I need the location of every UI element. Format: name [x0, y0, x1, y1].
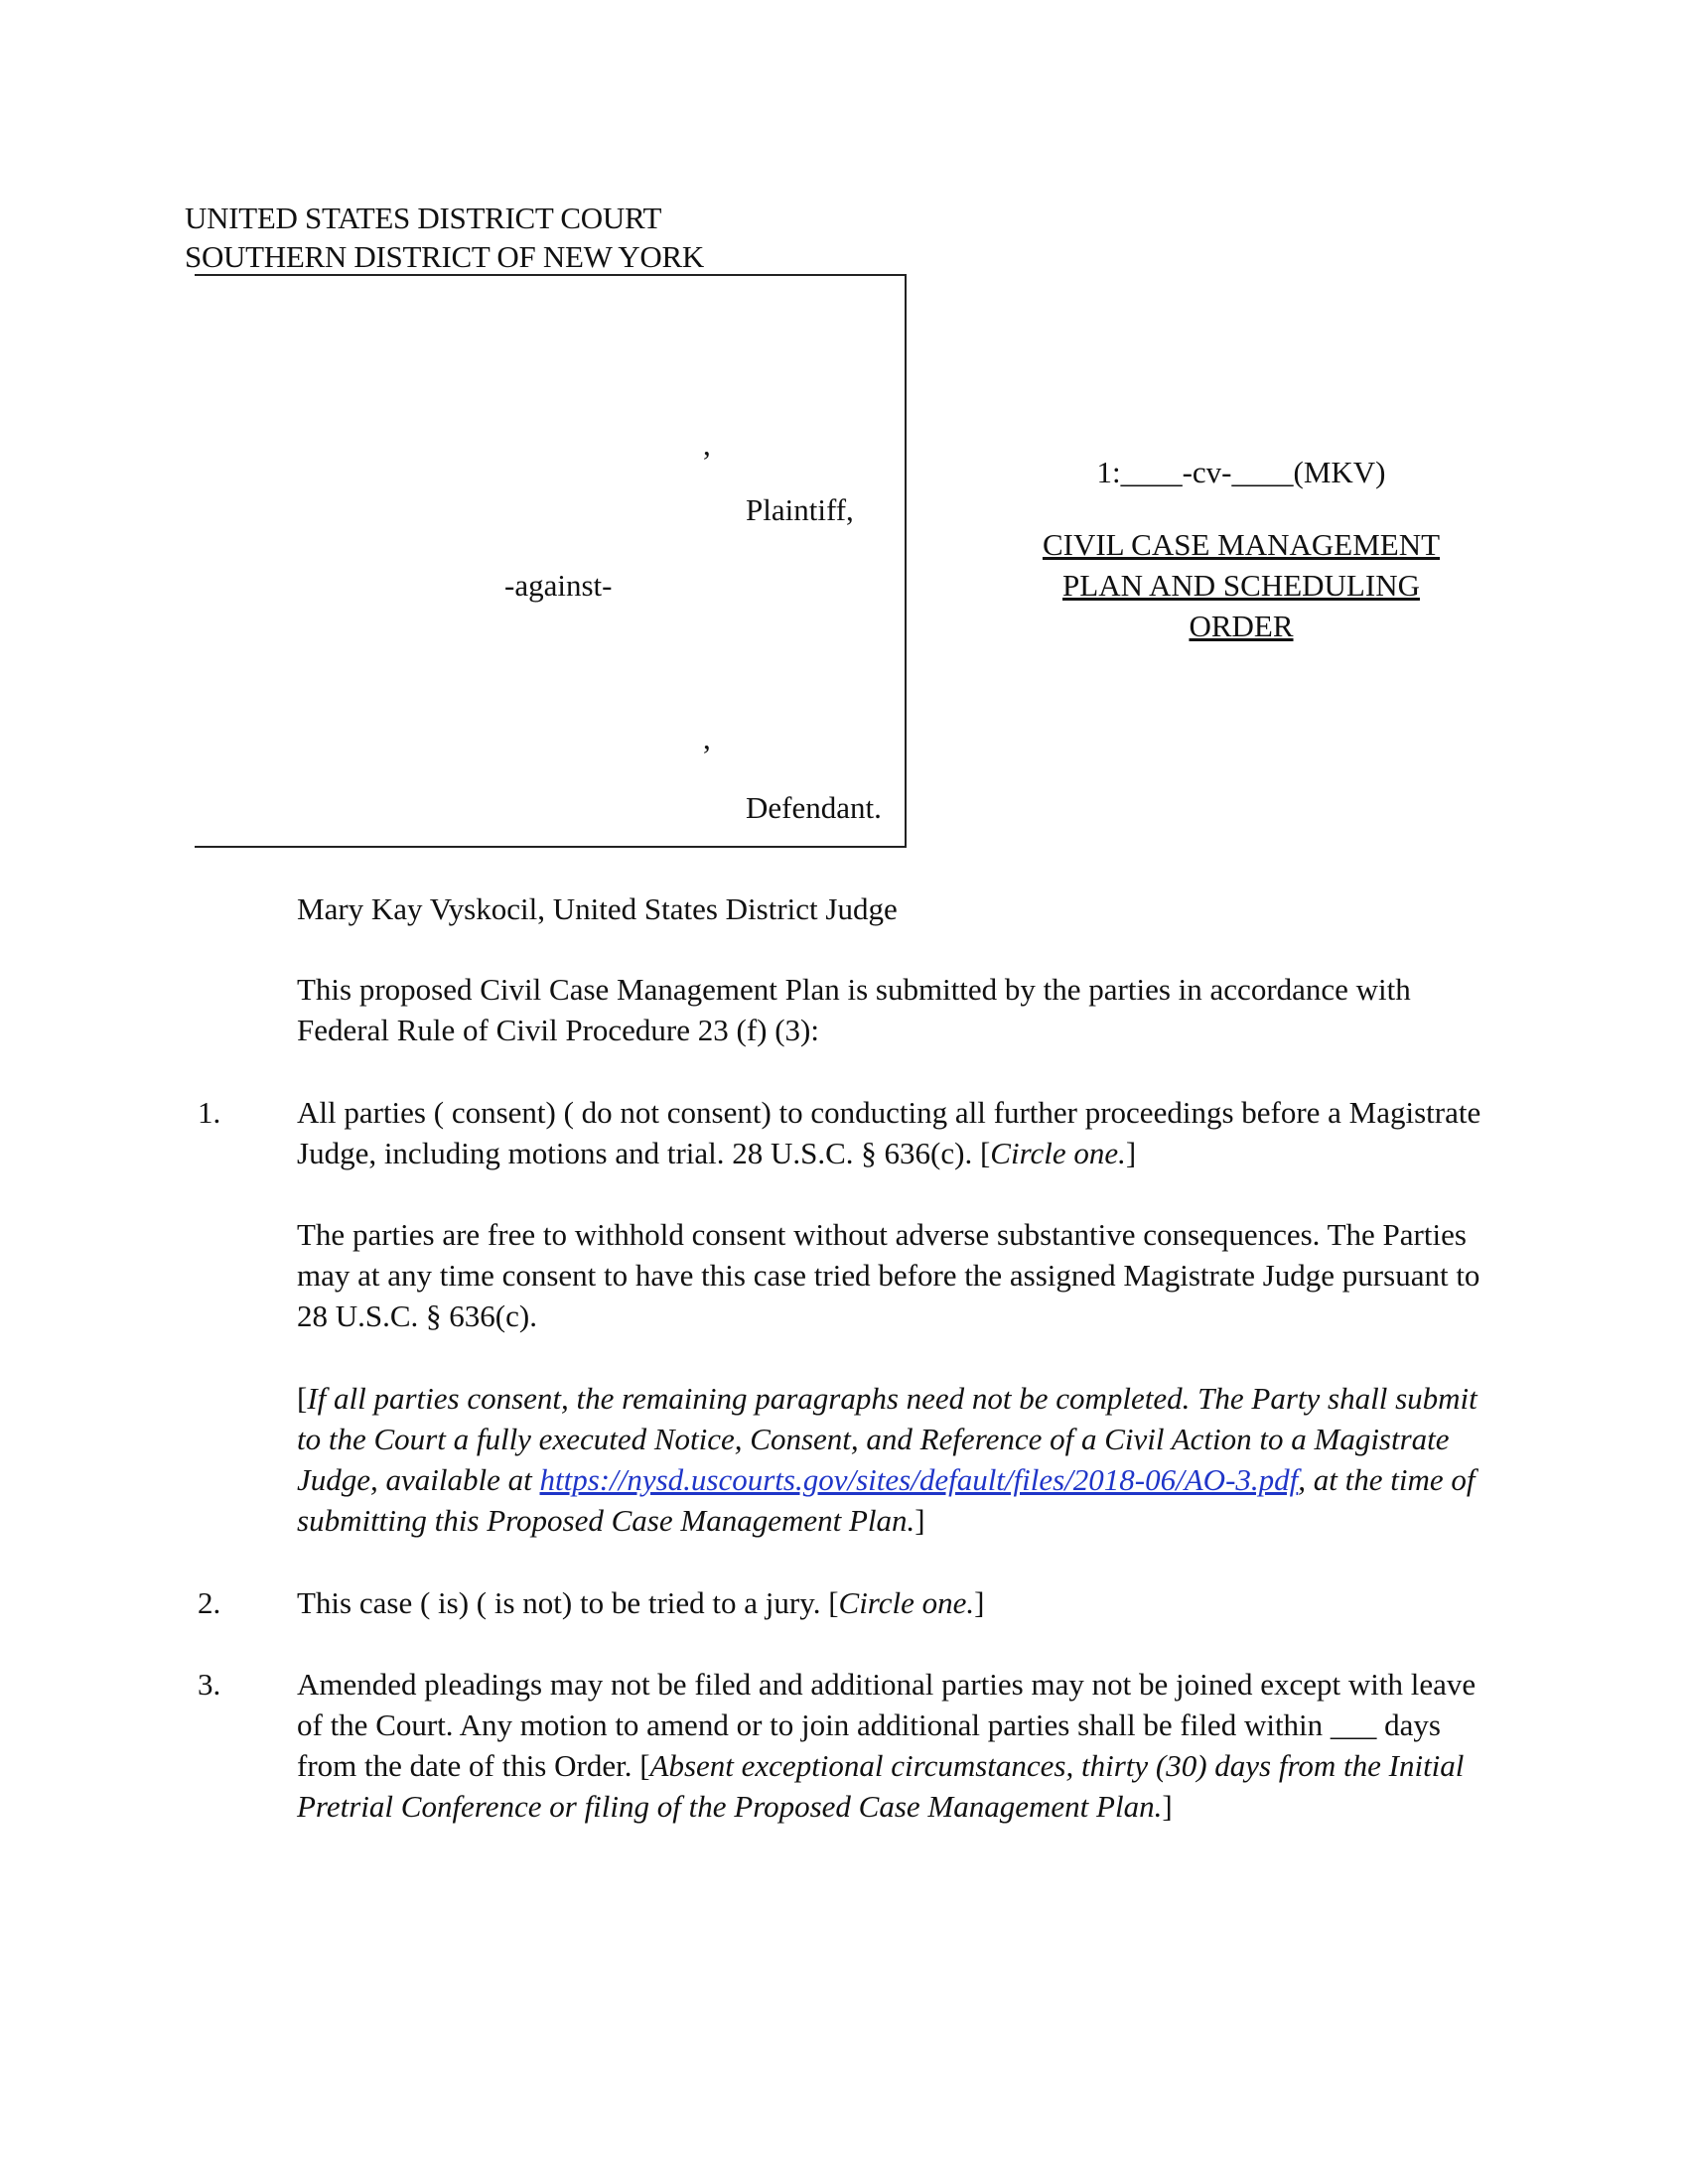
plaintiff-name-comma: ,: [703, 427, 711, 462]
court-name: UNITED STATES DISTRICT COURT: [185, 201, 662, 235]
defendant-label: Defendant.: [746, 790, 882, 825]
item-2-paragraph: [297, 1582, 1498, 1623]
document-title-line: ORDER: [1189, 609, 1294, 643]
document-title-line: CIVIL CASE MANAGEMENT: [1042, 527, 1441, 562]
plaintiff-label: Plaintiff,: [746, 492, 854, 527]
item-1-paragraph: [297, 1092, 1498, 1173]
note-text: , at the time of submitting this Proposed Case Management Plan.: [297, 1462, 1476, 1538]
note-text: If all parties consent, the remaining paragraphs need not be completed. The Party shall submit to the Court a fully executed Notice, Consent, and Reference of a Civil Action to a Magistrate Judge, available at: [297, 1381, 1477, 1497]
consent-note-paragraph: [297, 1378, 1498, 1541]
item-bracket-close: ]: [1162, 1789, 1173, 1824]
item-text: This case ( is) ( is not) to be tried to a jury. [: [297, 1585, 839, 1620]
case-caption-box: [195, 274, 907, 848]
item-text: Amended pleadings may not be filed and additional parties may not be joined except with leave of the Court. Any motion to amend or to join additional parties shall be filed within ___ days from the date of this Order. [: [297, 1667, 1477, 1783]
ao3-form-link[interactable]: https://nysd.uscourts.gov/sites/default/files/2018-06/AO-3.pdf: [539, 1462, 1299, 1497]
against-label: -against-: [504, 568, 613, 603]
document-title-line: PLAN AND SCHEDULING: [1062, 568, 1420, 603]
item-instruction: Circle one.: [838, 1585, 975, 1620]
item-3-paragraph: [297, 1664, 1498, 1827]
item-number: 2.: [198, 1585, 221, 1620]
defendant-name-comma: ,: [703, 721, 711, 755]
intro-paragraph: This proposed Civil Case Management Plan is submitted by the parties in accordance with Federal Rule of Civil Procedure 23 (f) (3):: [297, 972, 1411, 1047]
document-title: [993, 524, 1489, 646]
court-header: [185, 199, 704, 276]
item-instruction: Circle one.: [990, 1136, 1126, 1170]
item-instruction: Absent exceptional circumstances, thirty (30) days from the Initial Pretrial Conference or filing of the Proposed Case Management Plan.: [297, 1748, 1465, 1824]
note-bracket-open: [: [297, 1381, 308, 1416]
judge-name: Mary Kay Vyskocil, United States District Judge: [297, 891, 898, 926]
item-number: 3.: [198, 1667, 221, 1702]
note-bracket-close: ]: [914, 1503, 925, 1538]
docket-number: 1:____-cv-____(MKV): [1096, 455, 1386, 489]
item-bracket-close: ]: [1125, 1136, 1137, 1170]
consent-consequences-paragraph: The parties are free to withhold consent without adverse substantive consequences. The Parties may at any time consent to have this case tried before the assigned Magistrate Judge pursuant to 28 U.S.C. § 636(c).: [297, 1217, 1480, 1333]
item-text: All parties ( consent) ( do not consent) to conducting all further proceedings before a Magistrate Judge, including motions and trial. 28 U.S.C. § 636(c). [: [297, 1095, 1481, 1170]
court-district: SOUTHERN DISTRICT OF NEW YORK: [185, 239, 704, 274]
item-bracket-close: ]: [974, 1585, 985, 1620]
item-number: 1.: [198, 1095, 221, 1130]
